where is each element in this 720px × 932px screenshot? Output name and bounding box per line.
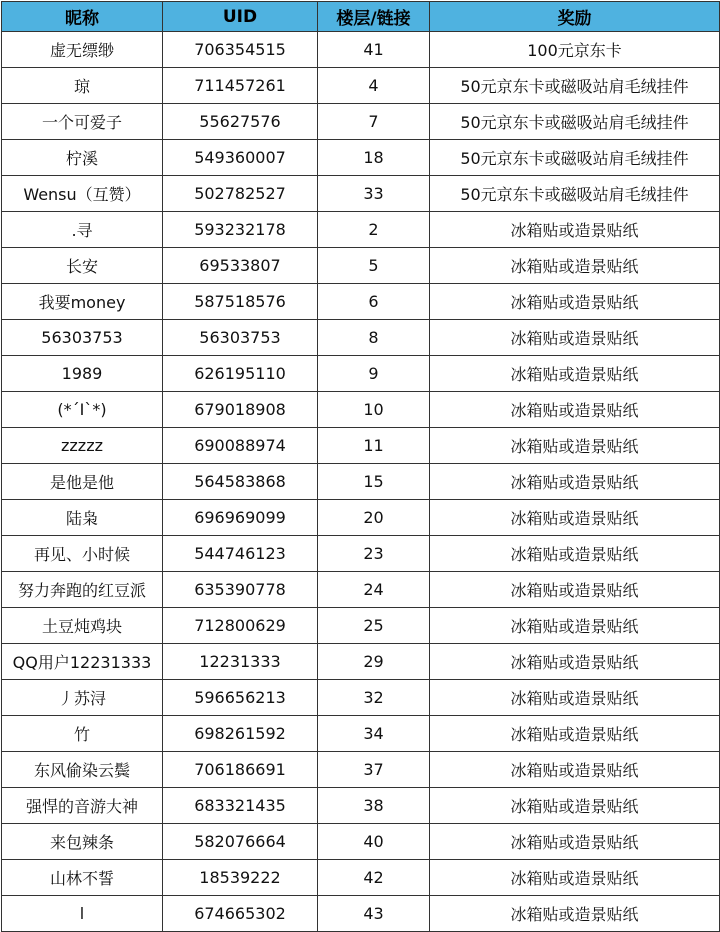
cell-uid: 582076664	[163, 824, 318, 860]
cell-nickname: 来包辣条	[2, 824, 163, 860]
cell-uid: 564583868	[163, 464, 318, 500]
cell-prize: 冰箱贴或造景贴纸	[430, 248, 720, 284]
cell-prize: 冰箱贴或造景贴纸	[430, 392, 720, 428]
cell-uid: 544746123	[163, 536, 318, 572]
cell-prize: 50元京东卡或磁吸站肩毛绒挂件	[430, 68, 720, 104]
table-row	[2, 500, 720, 536]
cell-nickname: 陆枭	[2, 500, 163, 536]
cell-uid: 12231333	[163, 644, 318, 680]
cell-uid: 549360007	[163, 140, 318, 176]
cell-uid: 683321435	[163, 788, 318, 824]
cell-uid: 696969099	[163, 500, 318, 536]
table-row	[2, 104, 720, 140]
cell-nickname: 再见、小时候	[2, 536, 163, 572]
cell-nickname: 努力奔跑的红豆派	[2, 572, 163, 608]
table-row	[2, 140, 720, 176]
cell-floor: 10	[318, 392, 430, 428]
cell-uid: 674665302	[163, 896, 318, 932]
cell-nickname: Wensu（互赞）	[2, 176, 163, 212]
cell-floor: 23	[318, 536, 430, 572]
cell-floor: 37	[318, 752, 430, 788]
header-floor: 楼层/链接	[318, 2, 430, 32]
header-prize: 奖励	[430, 2, 720, 32]
cell-floor: 42	[318, 860, 430, 896]
table-row	[2, 608, 720, 644]
table-row	[2, 716, 720, 752]
cell-uid: 56303753	[163, 320, 318, 356]
cell-uid: 679018908	[163, 392, 318, 428]
cell-nickname: l	[2, 896, 163, 932]
cell-nickname: 56303753	[2, 320, 163, 356]
cell-uid: 626195110	[163, 356, 318, 392]
cell-nickname: 虚无缥缈	[2, 32, 163, 68]
cell-prize: 冰箱贴或造景贴纸	[430, 356, 720, 392]
table-row	[2, 320, 720, 356]
cell-floor: 41	[318, 32, 430, 68]
cell-uid: 711457261	[163, 68, 318, 104]
table-body	[2, 32, 720, 932]
cell-floor: 43	[318, 896, 430, 932]
cell-prize: 冰箱贴或造景贴纸	[430, 896, 720, 932]
cell-floor: 20	[318, 500, 430, 536]
table-row	[2, 536, 720, 572]
table-row	[2, 356, 720, 392]
cell-prize: 冰箱贴或造景贴纸	[430, 716, 720, 752]
table-row	[2, 464, 720, 500]
table-row	[2, 428, 720, 464]
cell-prize: 冰箱贴或造景贴纸	[430, 680, 720, 716]
table-row	[2, 824, 720, 860]
cell-floor: 18	[318, 140, 430, 176]
table-row	[2, 176, 720, 212]
cell-nickname: 山林不誓	[2, 860, 163, 896]
header-uid: UID	[163, 2, 318, 32]
cell-prize: 冰箱贴或造景贴纸	[430, 464, 720, 500]
cell-prize: 冰箱贴或造景贴纸	[430, 752, 720, 788]
cell-floor: 38	[318, 788, 430, 824]
cell-nickname: 琼	[2, 68, 163, 104]
cell-nickname: 土豆炖鸡块	[2, 608, 163, 644]
table-row	[2, 32, 720, 68]
cell-nickname: 强悍的音游大神	[2, 788, 163, 824]
cell-nickname: 竹	[2, 716, 163, 752]
cell-floor: 2	[318, 212, 430, 248]
cell-prize: 冰箱贴或造景贴纸	[430, 860, 720, 896]
cell-floor: 5	[318, 248, 430, 284]
cell-floor: 25	[318, 608, 430, 644]
table-row	[2, 896, 720, 932]
table-row	[2, 788, 720, 824]
cell-nickname: 长安	[2, 248, 163, 284]
cell-nickname: QQ用户12231333	[2, 644, 163, 680]
cell-prize: 冰箱贴或造景贴纸	[430, 500, 720, 536]
cell-floor: 11	[318, 428, 430, 464]
table-row	[2, 284, 720, 320]
cell-uid: 593232178	[163, 212, 318, 248]
cell-uid: 706186691	[163, 752, 318, 788]
cell-prize: 100元京东卡	[430, 32, 720, 68]
cell-uid: 502782527	[163, 176, 318, 212]
cell-floor: 4	[318, 68, 430, 104]
table-row	[2, 860, 720, 896]
table-row	[2, 752, 720, 788]
cell-prize: 冰箱贴或造景贴纸	[430, 320, 720, 356]
cell-uid: 698261592	[163, 716, 318, 752]
winners-table	[1, 1, 720, 932]
cell-floor: 29	[318, 644, 430, 680]
cell-floor: 6	[318, 284, 430, 320]
table-row	[2, 392, 720, 428]
cell-nickname: 一个可爱子	[2, 104, 163, 140]
cell-prize: 50元京东卡或磁吸站肩毛绒挂件	[430, 176, 720, 212]
table-header-row	[2, 2, 720, 32]
cell-prize: 冰箱贴或造景贴纸	[430, 428, 720, 464]
table-row	[2, 572, 720, 608]
cell-nickname: 是他是他	[2, 464, 163, 500]
cell-prize: 冰箱贴或造景贴纸	[430, 536, 720, 572]
table-row	[2, 248, 720, 284]
cell-prize: 冰箱贴或造景贴纸	[430, 608, 720, 644]
cell-nickname: 东风偷染云鬓	[2, 752, 163, 788]
cell-prize: 冰箱贴或造景贴纸	[430, 212, 720, 248]
cell-uid: 596656213	[163, 680, 318, 716]
cell-uid: 712800629	[163, 608, 318, 644]
cell-floor: 7	[318, 104, 430, 140]
table-row	[2, 680, 720, 716]
table-row	[2, 212, 720, 248]
cell-nickname: .寻	[2, 212, 163, 248]
cell-uid: 55627576	[163, 104, 318, 140]
cell-nickname: 1989	[2, 356, 163, 392]
cell-floor: 24	[318, 572, 430, 608]
cell-floor: 32	[318, 680, 430, 716]
cell-uid: 18539222	[163, 860, 318, 896]
cell-uid: 69533807	[163, 248, 318, 284]
cell-prize: 冰箱贴或造景贴纸	[430, 788, 720, 824]
cell-floor: 40	[318, 824, 430, 860]
table-row	[2, 68, 720, 104]
cell-floor: 15	[318, 464, 430, 500]
cell-prize: 50元京东卡或磁吸站肩毛绒挂件	[430, 140, 720, 176]
cell-nickname: 丿苏浔	[2, 680, 163, 716]
cell-floor: 9	[318, 356, 430, 392]
cell-uid: 690088974	[163, 428, 318, 464]
table-row	[2, 644, 720, 680]
cell-nickname: 柠溪	[2, 140, 163, 176]
cell-prize: 50元京东卡或磁吸站肩毛绒挂件	[430, 104, 720, 140]
header-nickname: 昵称	[2, 2, 163, 32]
cell-floor: 33	[318, 176, 430, 212]
cell-prize: 冰箱贴或造景贴纸	[430, 644, 720, 680]
cell-prize: 冰箱贴或造景贴纸	[430, 572, 720, 608]
cell-floor: 8	[318, 320, 430, 356]
cell-uid: 706354515	[163, 32, 318, 68]
cell-uid: 587518576	[163, 284, 318, 320]
cell-nickname: (*´I`*)	[2, 392, 163, 428]
cell-floor: 34	[318, 716, 430, 752]
cell-nickname: zzzzz	[2, 428, 163, 464]
cell-uid: 635390778	[163, 572, 318, 608]
cell-prize: 冰箱贴或造景贴纸	[430, 824, 720, 860]
cell-prize: 冰箱贴或造景贴纸	[430, 284, 720, 320]
cell-nickname: 我要money	[2, 284, 163, 320]
